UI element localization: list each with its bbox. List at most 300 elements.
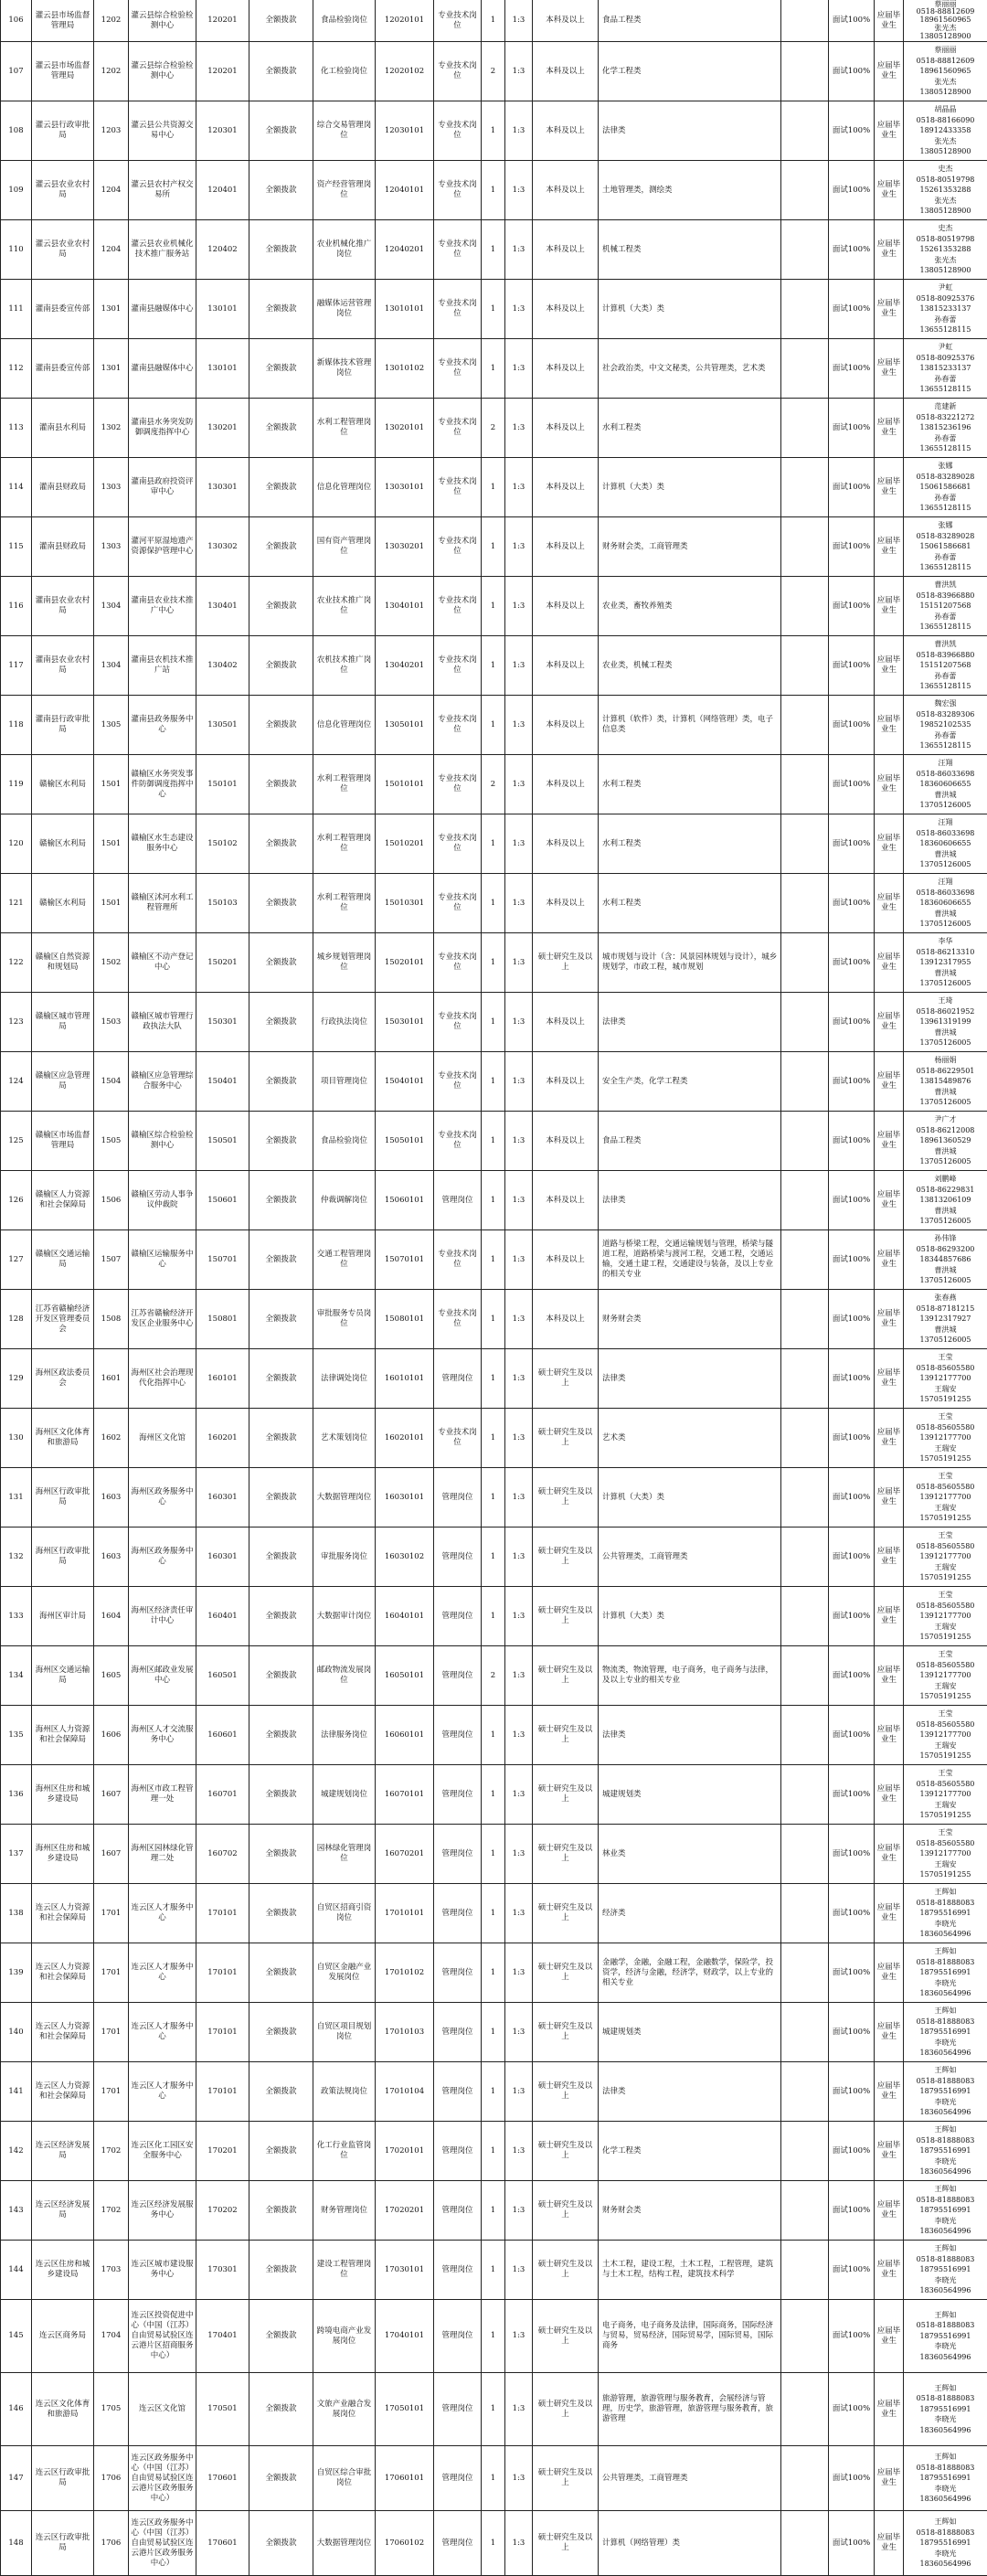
cell-position-code: 12020102 (376, 42, 434, 101)
contact-line: 18360564996 (919, 2560, 971, 2569)
contact-line: 李华 (938, 937, 953, 946)
table-row (0, 161, 987, 220)
contact-line: 13912177700 (919, 1374, 971, 1383)
contact-line: 曹洪城 (934, 1087, 957, 1096)
cell-other (781, 458, 829, 517)
cell-ratio: 1:3 (505, 2122, 533, 2181)
contact-line: 曹洪凯 (934, 640, 957, 649)
cell-ratio: 1:3 (505, 280, 533, 339)
cell-no: 143 (1, 2181, 32, 2241)
cell-fresh: 应届毕业生 (875, 1765, 904, 1825)
cell-other (781, 1052, 829, 1112)
cell-exam: 面试100% (829, 101, 875, 161)
cell-count: 1 (482, 933, 505, 993)
cell-funding: 全额拨款 (249, 2003, 313, 2062)
cell-fresh: 应届毕业生 (875, 2181, 904, 2241)
cell-exam: 面试100% (829, 1230, 875, 1290)
cell-education: 本科及以上 (533, 577, 599, 636)
cell-fresh: 应届毕业生 (875, 2446, 904, 2511)
cell-education: 本科及以上 (533, 1052, 599, 1112)
cell-position: 综合交易管理岗位 (313, 101, 376, 161)
cell-contact (904, 517, 987, 577)
contact-line: 13705126005 (919, 1217, 971, 1226)
cell-ratio: 1:3 (505, 1884, 533, 1943)
cell-position: 财务管理岗位 (313, 2181, 376, 2241)
cell-position: 水利工程管理岗位 (313, 874, 376, 933)
cell-unit: 灌南县水务突发防御调度指挥中心 (129, 399, 196, 458)
cell-ratio: 1:3 (505, 2003, 533, 2062)
cell-ratio: 1:3 (505, 696, 533, 755)
contact-line: 王莹 (938, 1828, 953, 1837)
cell-education: 硕士研究生及以上 (533, 1825, 599, 1884)
cell-other (781, 696, 829, 755)
contact-line: 王瑞安 (934, 1562, 957, 1571)
cell-no: 129 (1, 1349, 32, 1409)
cell-ratio: 1:3 (505, 399, 533, 458)
cell-unit: 连云区政务服务中心（中国（江苏）自由贸易试验区连云港片区政务服务中心） (129, 2511, 196, 2576)
cell-position: 水利工程管理岗位 (313, 399, 376, 458)
cell-funding: 全额拨款 (249, 993, 313, 1052)
contact-line: 13705126005 (919, 920, 971, 929)
contact-line: 18360564996 (919, 2167, 971, 2177)
cell-position: 文旅产业融合发展岗位 (313, 2373, 376, 2446)
contact-line: 15705191255 (919, 1454, 971, 1464)
contact-line: 13655128115 (919, 741, 971, 750)
cell-ratio: 1:3 (505, 2062, 533, 2122)
cell-other (781, 0, 829, 42)
cell-major: 法律类 (599, 2062, 781, 2122)
cell-contact (904, 220, 987, 280)
cell-contact (904, 1349, 987, 1409)
cell-category: 专业技术岗位 (434, 161, 482, 220)
cell-unit: 海州区政务服务中心 (129, 1528, 196, 1587)
cell-funding: 全额拨款 (249, 2241, 313, 2300)
cell-fresh: 应届毕业生 (875, 1706, 904, 1765)
contact-line: 王瑞安 (934, 1740, 957, 1750)
contact-line: 刘鹏峰 (934, 1175, 957, 1184)
contact-line: 史杰 (938, 224, 953, 233)
cell-category: 管理岗位 (434, 1706, 482, 1765)
cell-position-code: 17020101 (376, 2122, 434, 2181)
cell-unit: 赣榆区劳动人事争议仲裁院 (129, 1171, 196, 1230)
cell-exam: 面试100% (829, 1528, 875, 1587)
cell-unit-code: 120201 (196, 0, 249, 42)
table-row (0, 517, 987, 577)
contact-line: 13815233137 (919, 304, 971, 314)
cell-other (781, 1587, 829, 1646)
contact-line: 曹洪城 (934, 909, 957, 918)
cell-dept: 灌云县市场监督管理局 (32, 42, 94, 101)
cell-category: 管理岗位 (434, 2373, 482, 2446)
cell-dept: 赣榆区交通运输局 (32, 1230, 94, 1290)
cell-funding: 全额拨款 (249, 933, 313, 993)
cell-count: 2 (482, 42, 505, 101)
cell-fresh: 应届毕业生 (875, 42, 904, 101)
cell-contact (904, 280, 987, 339)
contact-line: 王莹 (938, 1709, 953, 1719)
cell-dept: 灌南县农业农村局 (32, 636, 94, 696)
cell-unit: 连云区投资促进中心（中国（江苏）自由贸易试验区连云港片区招商服务中心） (129, 2300, 196, 2373)
cell-ratio: 1:3 (505, 874, 533, 933)
cell-unit: 连云区城市建设服务中心 (129, 2241, 196, 2300)
contact-line: 孙伟锋 (934, 1234, 957, 1243)
cell-unit-code: 160701 (196, 1765, 249, 1825)
cell-fresh: 应届毕业生 (875, 339, 904, 399)
cell-position-code: 17010102 (376, 1943, 434, 2003)
cell-funding: 全额拨款 (249, 1587, 313, 1646)
contact-line: 张光杰 (934, 23, 957, 32)
cell-unit: 赣榆区水务突发事件防御调度指挥中心 (129, 755, 196, 814)
cell-count: 1 (482, 1706, 505, 1765)
cell-count: 1 (482, 2062, 505, 2122)
contact-line: 0518-85605580 (916, 1363, 975, 1372)
cell-ratio: 1:3 (505, 101, 533, 161)
cell-unit: 赣榆区沭河水利工程管理所 (129, 874, 196, 933)
cell-funding: 全额拨款 (249, 1646, 313, 1706)
contact-line: 18360606655 (919, 839, 971, 848)
contact-line: 孙春蕾 (934, 552, 957, 561)
cell-no: 126 (1, 1171, 32, 1230)
cell-unit-code: 150103 (196, 874, 249, 933)
cell-exam: 面试100% (829, 1468, 875, 1528)
cell-dept: 灌云县农业农村局 (32, 161, 94, 220)
cell-major: 水利工程类 (599, 755, 781, 814)
table-row (0, 1528, 987, 1587)
cell-ratio: 1:3 (505, 1052, 533, 1112)
contact-line: 13912177700 (919, 1671, 971, 1680)
cell-contact (904, 814, 987, 874)
cell-category: 专业技术岗位 (434, 517, 482, 577)
cell-other (781, 755, 829, 814)
cell-major: 土木工程，建设工程，土木工程，工程管理，建筑与土木工程，结构工程，建筑技术科学 (599, 2241, 781, 2300)
contact-line: 尹广才 (934, 1115, 957, 1124)
contact-line: 15705191255 (919, 1692, 971, 1701)
contact-line: 王瑞安 (934, 1800, 957, 1809)
cell-category: 管理岗位 (434, 2300, 482, 2373)
contact-line: 13805128900 (919, 31, 971, 40)
cell-unit: 海州区邮政业发展中心 (129, 1646, 196, 1706)
cell-dept: 赣榆区城市管理局 (32, 993, 94, 1052)
cell-exam: 面试100% (829, 2300, 875, 2373)
cell-dept: 连云区人力资源和社会保障局 (32, 2062, 94, 2122)
contact-line: 0518-81888083 (916, 2463, 975, 2472)
cell-fresh: 应届毕业生 (875, 1112, 904, 1171)
contact-line: 18360564996 (919, 1930, 971, 1939)
cell-other (781, 399, 829, 458)
cell-count: 1 (482, 0, 505, 42)
cell-position: 城建规划岗位 (313, 1765, 376, 1825)
contact-line: 孙春蕾 (934, 612, 957, 621)
contact-line: 王莹 (938, 1531, 953, 1540)
cell-unit: 灌云县农村产权交易所 (129, 161, 196, 220)
cell-major: 安全生产类，化学工程类 (599, 1052, 781, 1112)
cell-category: 专业技术岗位 (434, 1112, 482, 1171)
cell-position-code: 16010101 (376, 1349, 434, 1409)
cell-unit-code: 160301 (196, 1528, 249, 1587)
cell-contact (904, 399, 987, 458)
contact-line: 李晓光 (934, 2097, 957, 2106)
cell-position: 行政执法岗位 (313, 993, 376, 1052)
contact-line: 曹洪城 (934, 790, 957, 799)
contact-line: 范建新 (934, 402, 957, 411)
cell-ratio: 1:3 (505, 2300, 533, 2373)
contact-line: 张春燕 (934, 1293, 957, 1303)
cell-position-code: 13030201 (376, 517, 434, 577)
cell-exam: 面试100% (829, 42, 875, 101)
contact-line: 0518-85605580 (916, 1541, 975, 1550)
contact-line: 15705191255 (919, 1633, 971, 1642)
contact-line: 李晓光 (934, 2484, 957, 2493)
cell-contact (904, 577, 987, 636)
cell-position-code: 17050101 (376, 2373, 434, 2446)
cell-education: 硕士研究生及以上 (533, 2446, 599, 2511)
cell-position-code: 16060101 (376, 1706, 434, 1765)
cell-position-code: 13030101 (376, 458, 434, 517)
cell-category: 管理岗位 (434, 1171, 482, 1230)
cell-no: 147 (1, 2446, 32, 2511)
contact-line: 0518-81888083 (916, 2076, 975, 2085)
cell-other (781, 1943, 829, 2003)
contact-line: 0518-83221272 (916, 412, 975, 421)
cell-funding: 全额拨款 (249, 1468, 313, 1528)
cell-no: 144 (1, 2241, 32, 2300)
cell-major: 电子商务，电子商务及法律，国际商务，国际经济与贸易，贸易经济，国际贸易学，国际贸易，国际商务 (599, 2300, 781, 2373)
contact-line: 18360606655 (919, 780, 971, 789)
cell-count: 2 (482, 755, 505, 814)
cell-position: 水利工程管理岗位 (313, 755, 376, 814)
contact-line: 15151207568 (919, 601, 971, 611)
cell-fresh: 应届毕业生 (875, 1587, 904, 1646)
cell-contact (904, 2300, 987, 2373)
cell-no: 117 (1, 636, 32, 696)
cell-education: 本科及以上 (533, 814, 599, 874)
contact-line: 0518-83966880 (916, 591, 975, 600)
cell-dept-code: 1704 (94, 2300, 129, 2373)
cell-unit: 灌南县融媒体中心 (129, 280, 196, 339)
cell-count: 1 (482, 1468, 505, 1528)
cell-contact (904, 2241, 987, 2300)
table-row (0, 1290, 987, 1349)
cell-major: 化学工程类 (599, 42, 781, 101)
cell-no: 116 (1, 577, 32, 636)
cell-ratio: 1:3 (505, 1528, 533, 1587)
cell-major: 法律类 (599, 993, 781, 1052)
cell-major: 经济类 (599, 1884, 781, 1943)
contact-line: 13705126005 (919, 1336, 971, 1345)
cell-unit-code: 170101 (196, 2003, 249, 2062)
cell-dept-code: 1701 (94, 2062, 129, 2122)
cell-dept: 江苏省赣榆经济开发区管理委员会 (32, 1290, 94, 1349)
table-row (0, 1409, 987, 1468)
contact-line: 王莹 (938, 1769, 953, 1778)
cell-fresh: 应届毕业生 (875, 280, 904, 339)
cell-category: 管理岗位 (434, 1587, 482, 1646)
cell-dept-code: 1302 (94, 399, 129, 458)
contact-line: 13815236196 (919, 423, 971, 432)
cell-unit-code: 170201 (196, 2122, 249, 2181)
cell-count: 2 (482, 1646, 505, 1706)
cell-no: 127 (1, 1230, 32, 1290)
cell-no: 146 (1, 2373, 32, 2446)
cell-major: 农业类，畜牧养殖类 (599, 577, 781, 636)
contact-line: 王琦 (938, 996, 953, 1006)
cell-position-code: 16020101 (376, 1409, 434, 1468)
table-row (0, 101, 987, 161)
contact-line: 蔡丽丽 (934, 0, 957, 8)
table-row (0, 458, 987, 517)
cell-position: 农业机械化推广岗位 (313, 220, 376, 280)
cell-education: 本科及以上 (533, 755, 599, 814)
cell-unit: 灌云县公共资源交易中心 (129, 101, 196, 161)
cell-education: 硕士研究生及以上 (533, 2373, 599, 2446)
contact-line: 王辉如 (934, 1947, 957, 1956)
cell-category: 专业技术岗位 (434, 933, 482, 993)
cell-ratio: 1:3 (505, 1646, 533, 1706)
cell-category: 管理岗位 (434, 2511, 482, 2576)
cell-major: 城建规划类 (599, 2003, 781, 2062)
contact-line: 张光杰 (934, 196, 957, 205)
cell-ratio: 1:3 (505, 1349, 533, 1409)
cell-education: 本科及以上 (533, 1290, 599, 1349)
cell-position: 食品检验岗位 (313, 0, 376, 42)
cell-position-code: 17010104 (376, 2062, 434, 2122)
cell-funding: 全额拨款 (249, 874, 313, 933)
cell-funding: 全额拨款 (249, 1409, 313, 1468)
contact-line: 王辉如 (934, 2310, 957, 2319)
contact-line: 王辉如 (934, 2517, 957, 2527)
cell-contact (904, 1884, 987, 1943)
cell-contact (904, 458, 987, 517)
contact-line: 孙春蕾 (934, 493, 957, 502)
cell-position: 审批服务专员岗位 (313, 1290, 376, 1349)
cell-category: 专业技术岗位 (434, 458, 482, 517)
contact-line: 张光杰 (934, 136, 957, 145)
cell-contact (904, 1230, 987, 1290)
contact-line: 13655128115 (919, 563, 971, 572)
cell-contact (904, 42, 987, 101)
cell-ratio: 1:3 (505, 993, 533, 1052)
cell-dept: 连云区行政审批局 (32, 2511, 94, 2576)
cell-ratio: 1:3 (505, 933, 533, 993)
cell-education: 本科及以上 (533, 696, 599, 755)
table-row (0, 1706, 987, 1765)
cell-fresh: 应届毕业生 (875, 2241, 904, 2300)
cell-count: 1 (482, 220, 505, 280)
cell-exam: 面试100% (829, 1884, 875, 1943)
contact-line: 张娜 (938, 521, 953, 530)
cell-exam: 面试100% (829, 577, 875, 636)
cell-dept: 赣榆区自然资源和规划局 (32, 933, 94, 993)
cell-education: 本科及以上 (533, 339, 599, 399)
cell-count: 1 (482, 2181, 505, 2241)
contact-line: 孙春蕾 (934, 433, 957, 442)
contact-line: 王莹 (938, 1472, 953, 1481)
contact-line: 0518-81888083 (916, 1898, 975, 1907)
cell-ratio: 1:3 (505, 2181, 533, 2241)
cell-position: 食品检验岗位 (313, 1112, 376, 1171)
contact-line: 13705126005 (919, 1038, 971, 1048)
contact-line: 18795516991 (919, 2087, 971, 2096)
cell-fresh: 应届毕业生 (875, 1409, 904, 1468)
cell-dept-code: 1701 (94, 2003, 129, 2062)
cell-dept-code: 1701 (94, 1884, 129, 1943)
cell-major: 财务财会类，工商管理类 (599, 517, 781, 577)
cell-other (781, 1765, 829, 1825)
table-row (0, 2446, 987, 2511)
cell-dept-code: 1508 (94, 1290, 129, 1349)
cell-dept: 灌南县财政局 (32, 517, 94, 577)
cell-position-code: 15080101 (376, 1290, 434, 1349)
cell-other (781, 1825, 829, 1884)
cell-funding: 全额拨款 (249, 220, 313, 280)
contact-line: 0518-85605580 (916, 1779, 975, 1788)
cell-dept: 海州区交通运输局 (32, 1646, 94, 1706)
cell-dept: 海州区住房和城乡建设局 (32, 1765, 94, 1825)
contact-line: 史杰 (938, 165, 953, 174)
cell-funding: 全额拨款 (249, 280, 313, 339)
contact-line: 13705126005 (919, 1276, 971, 1285)
contact-line: 张光杰 (934, 255, 957, 264)
cell-dept: 连云区文化体育和旅游局 (32, 2373, 94, 2446)
cell-unit: 连云区人才服务中心 (129, 2003, 196, 2062)
cell-unit-code: 150101 (196, 755, 249, 814)
cell-count: 1 (482, 577, 505, 636)
cell-category: 专业技术岗位 (434, 814, 482, 874)
cell-fresh: 应届毕业生 (875, 814, 904, 874)
contact-line: 19852102535 (919, 720, 971, 729)
cell-major: 水利工程类 (599, 874, 781, 933)
cell-count: 1 (482, 874, 505, 933)
cell-position-code: 13010102 (376, 339, 434, 399)
cell-major: 计算机（大类）类 (599, 1587, 781, 1646)
cell-unit-code: 170101 (196, 1884, 249, 1943)
contact-line: 0518-86033698 (916, 769, 975, 778)
cell-category: 专业技术岗位 (434, 993, 482, 1052)
cell-education: 硕士研究生及以上 (533, 2181, 599, 2241)
cell-count: 1 (482, 2373, 505, 2446)
cell-dept: 灌云县行政审批局 (32, 101, 94, 161)
cell-contact (904, 1528, 987, 1587)
cell-position-code: 13020101 (376, 399, 434, 458)
cell-dept: 灌南县委宣传部 (32, 280, 94, 339)
cell-no: 118 (1, 696, 32, 755)
cell-no: 135 (1, 1706, 32, 1765)
cell-position: 信息化管理岗位 (313, 696, 376, 755)
cell-category: 专业技术岗位 (434, 874, 482, 933)
cell-fresh: 应届毕业生 (875, 1825, 904, 1884)
contact-line: 13705126005 (919, 1157, 971, 1166)
cell-position-code: 13010101 (376, 280, 434, 339)
cell-dept: 灌云县农业农村局 (32, 220, 94, 280)
cell-no: 111 (1, 280, 32, 339)
contact-line: 孙春蕾 (934, 671, 957, 680)
cell-position: 仲裁调解岗位 (313, 1171, 376, 1230)
contact-line: 15061586681 (919, 483, 971, 492)
cell-other (781, 161, 829, 220)
cell-unit: 赣榆区水生态建设服务中心 (129, 814, 196, 874)
cell-position: 农机技术推广岗位 (313, 636, 376, 696)
cell-fresh: 应届毕业生 (875, 636, 904, 696)
cell-other (781, 933, 829, 993)
cell-category: 专业技术岗位 (434, 0, 482, 42)
cell-fresh: 应届毕业生 (875, 696, 904, 755)
contact-line: 王辉如 (934, 2125, 957, 2134)
contact-line: 0518-80519798 (916, 175, 975, 184)
contact-line: 18360564996 (919, 2352, 971, 2361)
cell-count: 1 (482, 993, 505, 1052)
contact-line: 13912177700 (919, 1433, 971, 1442)
cell-no: 137 (1, 1825, 32, 1884)
